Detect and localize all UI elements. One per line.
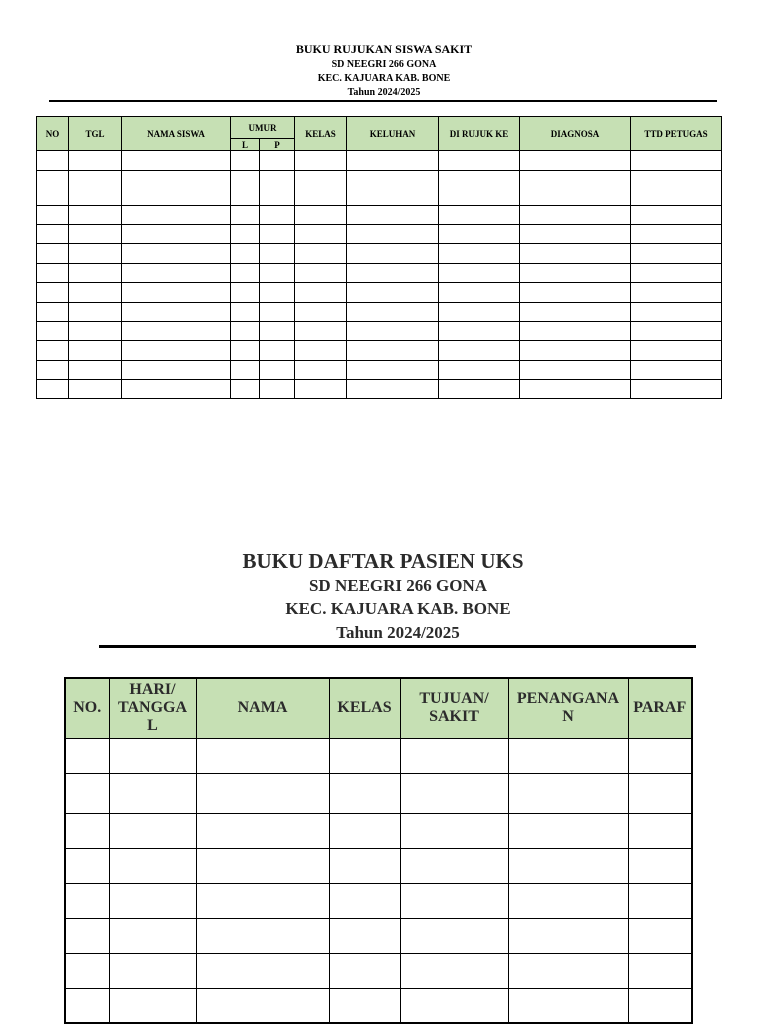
- table-cell[interactable]: [69, 322, 122, 341]
- col-header-officer-signature: TTD PETUGAS: [631, 117, 722, 151]
- table-cell[interactable]: [347, 206, 439, 225]
- table-row: [65, 953, 692, 988]
- table-cell[interactable]: [631, 206, 722, 225]
- table-cell[interactable]: [109, 773, 196, 813]
- table-row: [65, 773, 692, 813]
- table-cell[interactable]: [628, 953, 692, 988]
- table-cell[interactable]: [69, 303, 122, 322]
- table-cell[interactable]: [260, 341, 295, 361]
- table-row: [37, 361, 722, 380]
- table-cell[interactable]: [231, 206, 260, 225]
- referral-book-school: SD NEEGRI 266 GONA: [331, 59, 437, 70]
- table-cell[interactable]: [65, 773, 109, 813]
- table-cell[interactable]: [520, 361, 631, 380]
- table-cell[interactable]: [347, 244, 439, 264]
- table-cell[interactable]: [196, 848, 329, 883]
- table-row: [65, 918, 692, 953]
- patient-book-year: Tahun 2024/2025: [336, 623, 460, 642]
- table-cell[interactable]: [400, 918, 508, 953]
- table-cell[interactable]: [295, 341, 347, 361]
- col-header-age-male: L: [231, 139, 260, 151]
- table-cell[interactable]: [347, 341, 439, 361]
- table-cell[interactable]: [347, 171, 439, 206]
- table-cell[interactable]: [439, 303, 520, 322]
- table-cell[interactable]: [439, 380, 520, 399]
- table-cell[interactable]: [631, 264, 722, 283]
- table-cell[interactable]: [508, 738, 628, 773]
- table-cell[interactable]: [439, 171, 520, 206]
- table-cell[interactable]: [295, 151, 347, 171]
- table-cell[interactable]: [628, 738, 692, 773]
- table-cell[interactable]: [37, 341, 69, 361]
- col-header-student-name: NAMA SISWA: [122, 117, 231, 151]
- table-cell[interactable]: [400, 813, 508, 848]
- col-header-purpose-line2: SAKIT: [429, 708, 479, 726]
- table-cell[interactable]: [295, 380, 347, 399]
- table-cell[interactable]: [231, 303, 260, 322]
- table-cell[interactable]: [347, 225, 439, 244]
- col-header-age: UMUR: [231, 117, 295, 139]
- table-cell[interactable]: [628, 918, 692, 953]
- table-cell[interactable]: [439, 361, 520, 380]
- table-cell[interactable]: [37, 206, 69, 225]
- table-cell[interactable]: [231, 264, 260, 283]
- table-cell[interactable]: [122, 322, 231, 341]
- table-cell[interactable]: [122, 225, 231, 244]
- table-cell[interactable]: [631, 322, 722, 341]
- table-cell[interactable]: [508, 883, 628, 918]
- col-header-referred-to: DI RUJUK KE: [439, 117, 520, 151]
- table-cell[interactable]: [631, 225, 722, 244]
- table-cell[interactable]: [231, 225, 260, 244]
- table-cell[interactable]: [520, 264, 631, 283]
- table-cell[interactable]: [69, 264, 122, 283]
- table-cell[interactable]: [631, 361, 722, 380]
- table-cell[interactable]: [508, 773, 628, 813]
- table-cell[interactable]: [37, 380, 69, 399]
- table-row: [37, 303, 722, 322]
- table-cell[interactable]: [520, 206, 631, 225]
- table-cell[interactable]: [439, 322, 520, 341]
- table-cell[interactable]: [122, 380, 231, 399]
- table-cell[interactable]: [65, 738, 109, 773]
- table-cell[interactable]: [65, 918, 109, 953]
- col-header-treatment-line1: PENANGANA: [516, 690, 620, 708]
- table-cell[interactable]: [329, 738, 400, 773]
- table-cell[interactable]: [231, 244, 260, 264]
- table-cell[interactable]: [400, 773, 508, 813]
- table-cell[interactable]: [520, 322, 631, 341]
- table-cell[interactable]: [628, 988, 692, 1023]
- table-cell[interactable]: [400, 988, 508, 1023]
- table-cell[interactable]: [400, 848, 508, 883]
- referral-book-title: BUKU RUJUKAN SISWA SAKIT: [295, 42, 473, 56]
- table-cell[interactable]: [196, 988, 329, 1023]
- table-cell[interactable]: [347, 151, 439, 171]
- col-header-day-date: [109, 678, 196, 738]
- table-cell[interactable]: [439, 225, 520, 244]
- table-cell[interactable]: [260, 151, 295, 171]
- table-cell[interactable]: [260, 171, 295, 206]
- table-cell[interactable]: [631, 380, 722, 399]
- table-cell[interactable]: [69, 151, 122, 171]
- table-cell[interactable]: [520, 380, 631, 399]
- table-cell[interactable]: [231, 283, 260, 303]
- table-cell[interactable]: [295, 206, 347, 225]
- table-cell[interactable]: [122, 244, 231, 264]
- table-cell[interactable]: [260, 225, 295, 244]
- table-cell[interactable]: [109, 918, 196, 953]
- table-cell[interactable]: [439, 341, 520, 361]
- table-cell[interactable]: [122, 151, 231, 171]
- table-cell[interactable]: [69, 341, 122, 361]
- table-cell[interactable]: [631, 303, 722, 322]
- table-cell[interactable]: [520, 225, 631, 244]
- col-header-day-date-line1: HARI/: [129, 681, 176, 699]
- table-cell[interactable]: [631, 244, 722, 264]
- col-header-no: NO: [37, 117, 69, 151]
- table-cell[interactable]: [65, 813, 109, 848]
- table-cell[interactable]: [196, 953, 329, 988]
- table-cell[interactable]: [260, 283, 295, 303]
- table-cell[interactable]: [231, 361, 260, 380]
- table-cell[interactable]: [628, 773, 692, 813]
- table-row: [37, 341, 722, 361]
- table-row: [37, 151, 722, 171]
- referral-book-year: Tahun 2024/2025: [347, 87, 421, 98]
- table-cell[interactable]: [439, 264, 520, 283]
- table-cell[interactable]: [631, 171, 722, 206]
- table-cell[interactable]: [295, 361, 347, 380]
- table-cell[interactable]: [69, 283, 122, 303]
- table-cell[interactable]: [628, 848, 692, 883]
- table-cell[interactable]: [37, 171, 69, 206]
- table-cell[interactable]: [122, 283, 231, 303]
- patient-book-title: BUKU DAFTAR PASIEN UKS: [242, 549, 524, 573]
- col-header-class: KELAS: [295, 117, 347, 151]
- table-cell[interactable]: [631, 151, 722, 171]
- table-cell[interactable]: [329, 848, 400, 883]
- table-row: [65, 883, 692, 918]
- table-cell[interactable]: [329, 813, 400, 848]
- table-cell[interactable]: [631, 283, 722, 303]
- table-row: [65, 738, 692, 773]
- table-row: [37, 225, 722, 244]
- col-header-purpose-line1: TUJUAN/: [419, 690, 489, 708]
- table-cell[interactable]: [347, 361, 439, 380]
- table-cell[interactable]: [295, 303, 347, 322]
- table-cell[interactable]: [329, 918, 400, 953]
- table-row: [37, 171, 722, 206]
- table-cell[interactable]: [439, 151, 520, 171]
- referral-table: [36, 116, 722, 399]
- table-cell[interactable]: [109, 988, 196, 1023]
- table-row: [37, 322, 722, 341]
- table-cell[interactable]: [329, 988, 400, 1023]
- table-cell[interactable]: [347, 283, 439, 303]
- col-header-age-female: P: [260, 139, 295, 151]
- table-cell[interactable]: [295, 322, 347, 341]
- table-cell[interactable]: [329, 773, 400, 813]
- table-cell[interactable]: [295, 244, 347, 264]
- table-cell[interactable]: [260, 322, 295, 341]
- table-cell[interactable]: [65, 953, 109, 988]
- table-cell[interactable]: [347, 380, 439, 399]
- table-cell[interactable]: [329, 953, 400, 988]
- col-header-purpose: [400, 678, 508, 738]
- col-header-initials: PARAF: [628, 678, 692, 738]
- table-cell[interactable]: [260, 244, 295, 264]
- patient-book-district: KEC. KAJUARA KAB. BONE: [285, 599, 511, 618]
- table-cell[interactable]: [37, 264, 69, 283]
- table-cell[interactable]: [109, 848, 196, 883]
- table-row: [37, 380, 722, 399]
- table-cell[interactable]: [260, 264, 295, 283]
- table-cell[interactable]: [400, 953, 508, 988]
- table-cell[interactable]: [347, 264, 439, 283]
- table-cell[interactable]: [69, 380, 122, 399]
- table-cell[interactable]: [508, 918, 628, 953]
- table-cell[interactable]: [37, 303, 69, 322]
- col-header-complaint: KELUHAN: [347, 117, 439, 151]
- table-cell[interactable]: [122, 303, 231, 322]
- table-cell[interactable]: [400, 883, 508, 918]
- table-cell[interactable]: [520, 303, 631, 322]
- table-cell[interactable]: [347, 322, 439, 341]
- table-cell[interactable]: [520, 283, 631, 303]
- table-cell[interactable]: [109, 883, 196, 918]
- col-header-treatment-line2: N: [562, 708, 574, 726]
- table-cell[interactable]: [260, 206, 295, 225]
- table-cell[interactable]: [37, 225, 69, 244]
- table-cell[interactable]: [508, 988, 628, 1023]
- table-cell[interactable]: [260, 303, 295, 322]
- table-cell[interactable]: [329, 883, 400, 918]
- table-cell[interactable]: [439, 206, 520, 225]
- table-cell[interactable]: [295, 264, 347, 283]
- table-cell[interactable]: [231, 151, 260, 171]
- table-cell[interactable]: [122, 341, 231, 361]
- table-row: [65, 988, 692, 1023]
- col-header-treatment: [508, 678, 628, 738]
- table-cell[interactable]: [122, 264, 231, 283]
- table-cell[interactable]: [439, 244, 520, 264]
- table-cell[interactable]: [196, 813, 329, 848]
- table-cell[interactable]: [231, 171, 260, 206]
- table-cell[interactable]: [520, 244, 631, 264]
- table-cell[interactable]: [231, 380, 260, 399]
- referral-book-divider: [49, 100, 717, 102]
- table-cell[interactable]: [122, 206, 231, 225]
- table-cell[interactable]: [260, 361, 295, 380]
- col-header-date: TGL: [69, 117, 122, 151]
- table-cell[interactable]: [69, 206, 122, 225]
- col-header-diagnosis: DIAGNOSA: [520, 117, 631, 151]
- table-cell[interactable]: [231, 322, 260, 341]
- table-cell[interactable]: [196, 773, 329, 813]
- table-cell[interactable]: [508, 848, 628, 883]
- table-cell[interactable]: [65, 848, 109, 883]
- table-cell[interactable]: [122, 361, 231, 380]
- table-cell[interactable]: [37, 322, 69, 341]
- table-cell[interactable]: [400, 738, 508, 773]
- table-cell[interactable]: [109, 738, 196, 773]
- col-header-name: NAMA: [196, 678, 329, 738]
- table-cell[interactable]: [196, 918, 329, 953]
- table-row: [65, 848, 692, 883]
- patient-table-body: [65, 738, 692, 1023]
- table-cell[interactable]: [69, 361, 122, 380]
- table-cell[interactable]: [69, 225, 122, 244]
- table-row: [65, 813, 692, 848]
- table-cell[interactable]: [37, 244, 69, 264]
- table-cell[interactable]: [196, 738, 329, 773]
- table-cell[interactable]: [65, 883, 109, 918]
- table-cell[interactable]: [196, 883, 329, 918]
- table-cell[interactable]: [109, 953, 196, 988]
- table-row: [37, 264, 722, 283]
- table-row: [37, 244, 722, 264]
- table-cell[interactable]: [69, 244, 122, 264]
- table-cell[interactable]: [631, 341, 722, 361]
- table-cell[interactable]: [520, 171, 631, 206]
- col-header-day-date-line3: L: [147, 717, 158, 735]
- table-cell[interactable]: [37, 361, 69, 380]
- table-cell[interactable]: [37, 151, 69, 171]
- table-cell[interactable]: [231, 341, 260, 361]
- table-cell[interactable]: [295, 171, 347, 206]
- col-header-class: KELAS: [329, 678, 400, 738]
- table-row: [37, 283, 722, 303]
- table-cell[interactable]: [508, 813, 628, 848]
- col-header-day-date-line2: TANGGA: [117, 699, 188, 717]
- table-cell[interactable]: [295, 225, 347, 244]
- table-cell[interactable]: [347, 303, 439, 322]
- patient-book-divider: [99, 645, 696, 648]
- patient-book-school: SD NEEGRI 266 GONA: [308, 576, 488, 595]
- referral-book-district: KEC. KAJUARA KAB. BONE: [317, 73, 451, 84]
- patient-table: [64, 677, 693, 1024]
- col-header-no: NO.: [65, 678, 109, 738]
- table-cell[interactable]: [520, 341, 631, 361]
- table-row: [37, 206, 722, 225]
- table-cell[interactable]: [439, 283, 520, 303]
- referral-table-body: [37, 151, 722, 399]
- table-cell[interactable]: [122, 171, 231, 206]
- table-cell[interactable]: [65, 988, 109, 1023]
- table-cell[interactable]: [508, 953, 628, 988]
- table-cell[interactable]: [520, 151, 631, 171]
- table-cell[interactable]: [109, 813, 196, 848]
- table-cell[interactable]: [37, 283, 69, 303]
- table-cell[interactable]: [628, 813, 692, 848]
- table-cell[interactable]: [628, 883, 692, 918]
- table-cell[interactable]: [295, 283, 347, 303]
- table-cell[interactable]: [69, 171, 122, 206]
- table-cell[interactable]: [260, 380, 295, 399]
